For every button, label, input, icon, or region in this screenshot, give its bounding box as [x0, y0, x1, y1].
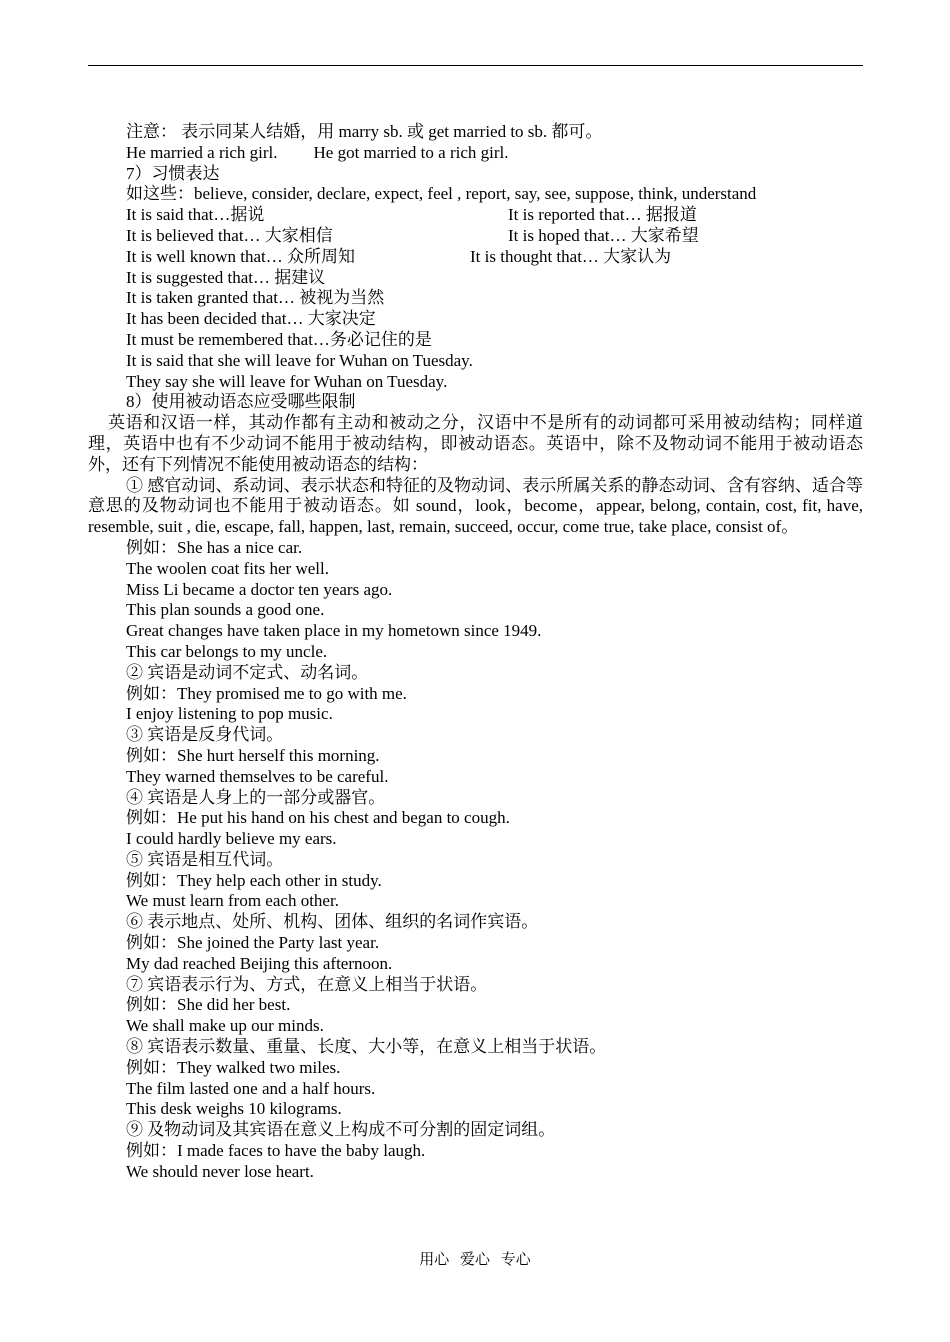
- text-line: ⑨ 及物动词及其宾语在意义上构成不可分割的固定词组。: [126, 1120, 556, 1140]
- text-line: 7）习惯表达: [126, 163, 220, 183]
- examples-list: [88, 538, 863, 1183]
- text-line: The film lasted one and a half hours.: [126, 1078, 376, 1098]
- text-line: I could hardly believe my ears.: [126, 829, 337, 849]
- expression-list: [88, 268, 863, 414]
- text-line: ④ 宾语是人身上的一部分或器官。: [126, 787, 386, 807]
- text-line: This car belongs to my uncle.: [126, 641, 328, 661]
- paragraph-intro: 英语和汉语一样，其动作都有主动和被动之分，汉语中不是所有的动词都可采用被动结构；同样道理，英语中也有不少动词不能用于被动结构，即被动语态。英语中，除不及物动词不能用于被动语态外，还有下列情况不能使用被动语态的结构：: [88, 413, 863, 474]
- expression-pairs: [88, 205, 863, 267]
- header-rule: [88, 65, 863, 66]
- text-line: 如这些：believe, consider, declare, expect, feel , report, say, see, suppose, think, understand: [126, 184, 757, 204]
- example-got-married: He got married to a rich girl.: [313, 142, 509, 162]
- document-body: [88, 122, 863, 1183]
- text-line: The woolen coat fits her well.: [126, 558, 329, 578]
- text-line: 例如：She hurt herself this morning.: [126, 745, 380, 765]
- text-line: 例如：They promised me to go with me.: [126, 683, 407, 703]
- note-section: [88, 122, 863, 143]
- text-line: 例如：He put his hand on his chest and began to cough.: [126, 808, 510, 828]
- text-line: We must learn from each other.: [126, 891, 339, 911]
- text-line: ⑥ 表示地点、处所、机构、团体、组织的名词作宾语。: [126, 912, 539, 932]
- text-line: ③ 宾语是反身代词。: [126, 725, 284, 745]
- text-line: We shall make up our minds.: [126, 1016, 324, 1036]
- expression-pair: [88, 205, 863, 226]
- text-line: 例如：They walked two miles.: [126, 1057, 341, 1077]
- expression-right: It is hoped that… 大家希望: [508, 225, 699, 245]
- text-line: They warned themselves to be careful.: [126, 766, 389, 786]
- text-line: It has been decided that… 大家决定: [126, 309, 376, 329]
- text-line: We should never lose heart.: [126, 1161, 314, 1181]
- text-line: They say she will leave for Wuhan on Tuesday.: [126, 371, 448, 391]
- text-line: 注意： 表示同某人结婚，用 marry sb. 或 get married to sb. 都可。: [126, 122, 603, 141]
- text-line: 8）使用被动语态应受哪些限制: [126, 392, 356, 412]
- text-line: This plan sounds a good one.: [126, 600, 325, 620]
- expression-pair: [88, 247, 863, 268]
- text-line: My dad reached Beijing this afternoon.: [126, 953, 393, 973]
- expression-right: It is thought that… 大家认为: [470, 246, 672, 266]
- text-line: This desk weighs 10 kilograms.: [126, 1099, 342, 1119]
- text-line: 例如：She did her best.: [126, 995, 291, 1015]
- married-examples: [88, 143, 863, 164]
- expression-left: It is well known that… 众所周知: [126, 246, 356, 266]
- page-footer: 用心 爱心 专心: [419, 1250, 531, 1268]
- text-line: I enjoy listening to pop music.: [126, 704, 333, 724]
- paragraph-rule-1: ① 感官动词、系动词、表示状态和特征的及物动词、表示所属关系的静态动词、含有容纳、适合等意思的及物动词也不能用于被动语态。如 sound，look，become，appear, belong, contain, cost, fit, have, resemble, suit , die, escape, fall, happen, last, remain, succeed, occur, come true, take place, consist of。: [88, 475, 863, 537]
- text-line: It is suggested that… 据建议: [126, 267, 326, 287]
- expression-left: It is said that…据说: [126, 205, 265, 225]
- expression-right: It is reported that… 据报道: [508, 205, 697, 225]
- text-line: Miss Li became a doctor ten years ago.: [126, 579, 393, 599]
- expression-left: It is believed that… 大家相信: [126, 225, 333, 245]
- text-line: 例如：I made faces to have the baby laugh.: [126, 1141, 426, 1161]
- text-line: ⑤ 宾语是相互代词。: [126, 849, 284, 869]
- example-married: He married a rich girl.: [126, 142, 278, 162]
- text-line: ⑧ 宾语表示数量、重量、长度、大小等，在意义上相当于状语。: [126, 1037, 607, 1057]
- text-line: It is said that she will leave for Wuhan on Tuesday.: [126, 350, 473, 370]
- text-line: 例如：She joined the Party last year.: [126, 933, 380, 953]
- text-line: 例如：They help each other in study.: [126, 870, 382, 890]
- habit-expressions-heading: [88, 164, 863, 206]
- text-line: Great changes have taken place in my hometown since 1949.: [126, 621, 542, 641]
- text-line: It must be remembered that…务必记住的是: [126, 329, 432, 349]
- expression-pair: [88, 226, 863, 247]
- text-line: ⑦ 宾语表示行为、方式，在意义上相当于状语。: [126, 974, 488, 994]
- text-line: It is taken granted that… 被视为当然: [126, 288, 385, 308]
- text-line: ② 宾语是动词不定式、动名词。: [126, 662, 369, 682]
- text-line: 例如：She has a nice car.: [126, 537, 303, 557]
